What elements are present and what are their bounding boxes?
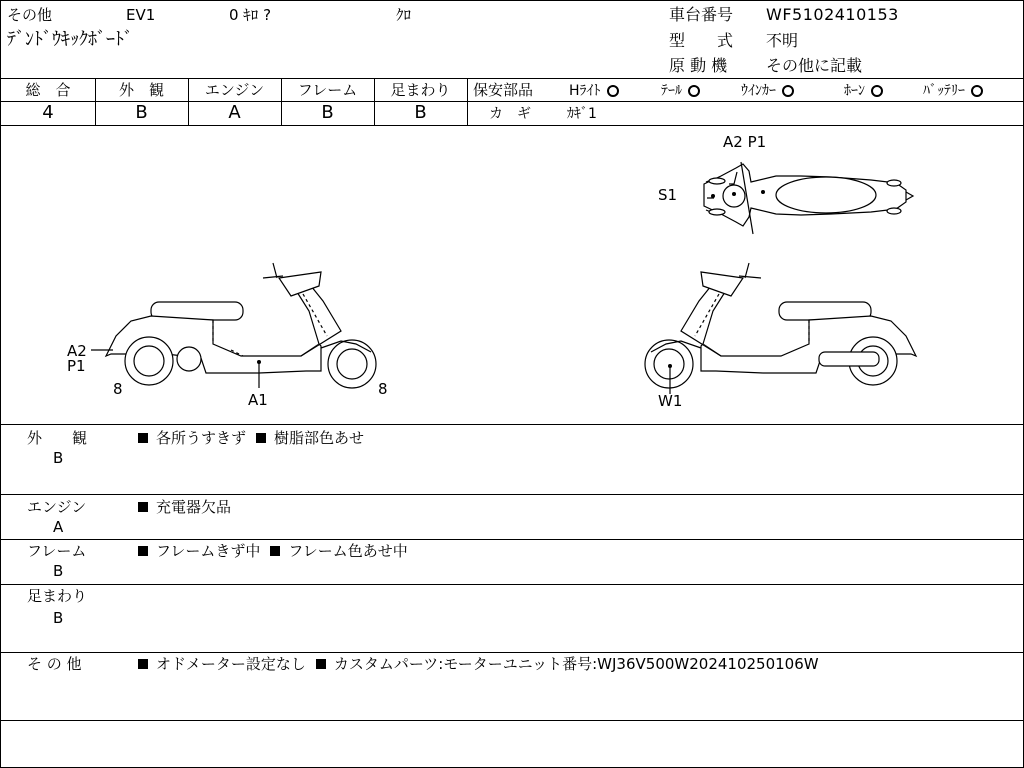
bullet-square-icon <box>316 659 326 669</box>
key-value: ｶｷﾞ1 <box>567 106 597 122</box>
ok-circle-icon <box>871 85 883 97</box>
engine-label: 原 動 機 <box>669 56 728 75</box>
bullet-square-icon <box>270 546 280 556</box>
divider <box>1 584 1023 585</box>
scooter-right-view <box>645 263 916 394</box>
model-name: ﾃﾞﾝﾄﾞｳｷｯｸﾎﾞｰﾄﾞ <box>7 29 133 50</box>
bullet-square-icon <box>256 433 266 443</box>
grade-suspension-label: 足まわり <box>390 81 451 99</box>
label-right-w1: W1 <box>658 392 683 410</box>
bullet-square-icon <box>138 659 148 669</box>
bullet-square-icon <box>138 502 148 512</box>
remark-label: 外 観 <box>27 429 88 447</box>
scooter-left-view <box>91 263 376 388</box>
scooter-top-view <box>704 162 913 234</box>
grade-appearance-label: 外 観 <box>118 81 164 99</box>
label-left-a2: A2 <box>67 342 87 360</box>
grade-engine-value: A <box>228 102 241 123</box>
grade-frame-value: B <box>321 102 334 123</box>
remark-grade: B <box>53 449 64 467</box>
grade-appearance-value: B <box>135 102 148 123</box>
model-code: EV1 <box>126 6 156 24</box>
remark-grade: B <box>53 609 64 627</box>
divider <box>1 720 1023 721</box>
safety-battery <box>923 83 983 99</box>
label-left-8b: 8 <box>378 380 388 398</box>
safety-item-label: ﾊﾞｯﾃﾘｰ <box>923 83 965 99</box>
frame-no: WF5102410153 <box>766 5 899 24</box>
remark-grade: B <box>53 562 64 580</box>
scooter-diagram <box>1 126 1023 424</box>
safety-winker <box>741 83 794 99</box>
remark-label: 足まわり <box>27 587 88 605</box>
ok-circle-icon <box>607 85 619 97</box>
safety-item-label: ﾃｰﾙ <box>661 83 682 99</box>
remark-label: フレーム <box>27 542 87 560</box>
safety-item-label: ﾎｰﾝ <box>844 83 865 99</box>
divider <box>1 494 1023 495</box>
divider <box>1 424 1023 425</box>
category: その他 <box>7 6 53 24</box>
label-top-a2p1: A2 P1 <box>723 133 767 151</box>
remark-notes: オドメーター設定なし カスタムパーツ:モーターユニット番号:WJ36V500W202410250106W <box>138 656 819 673</box>
grade-frame-label: フレーム <box>297 81 358 99</box>
remark-label: エンジン <box>27 498 87 516</box>
color: ｸﾛ <box>396 6 412 24</box>
ok-circle-icon <box>782 85 794 97</box>
safety-taillight <box>661 83 700 99</box>
remark-notes: フレームきず中 フレーム色あせ中 <box>138 543 408 560</box>
divider <box>1 78 1023 79</box>
divider <box>467 101 1023 102</box>
divider <box>1 652 1023 653</box>
remark-grade: A <box>53 518 64 536</box>
grade-overall-value: 4 <box>42 102 54 123</box>
remark-notes: 充電器欠品 <box>138 499 231 516</box>
grade-engine-label: エンジン <box>204 81 265 99</box>
key-label: カ ギ <box>489 106 531 122</box>
label-left-p1: P1 <box>67 357 86 375</box>
mileage: 0 ｷﾛ ? <box>229 6 272 24</box>
safety-headlight <box>569 83 619 99</box>
label-left-8a: 8 <box>113 380 123 398</box>
engine-value: その他に記載 <box>766 56 863 75</box>
safety-label: 保安部品 <box>473 81 534 99</box>
type-value: 不明 <box>766 31 799 50</box>
ok-circle-icon <box>688 85 700 97</box>
frame-no-label: 車台番号 <box>669 5 734 24</box>
safety-item-label: ｳｲﾝｶｰ <box>741 83 776 99</box>
safety-horn <box>844 83 883 99</box>
label-left-a1: A1 <box>248 391 268 409</box>
remark-label: そ の 他 <box>27 655 82 673</box>
remark-notes: 各所うすきず 樹脂部色あせ <box>138 430 364 447</box>
grade-suspension-value: B <box>414 102 427 123</box>
ok-circle-icon <box>971 85 983 97</box>
grade-overall-label: 総 合 <box>25 81 71 99</box>
type-label: 型 式 <box>669 31 734 50</box>
bullet-square-icon <box>138 546 148 556</box>
bullet-square-icon <box>138 433 148 443</box>
label-top-s1: S1 <box>658 186 678 204</box>
safety-item-label: Hﾗｲﾄ <box>569 83 601 99</box>
divider <box>1 539 1023 540</box>
